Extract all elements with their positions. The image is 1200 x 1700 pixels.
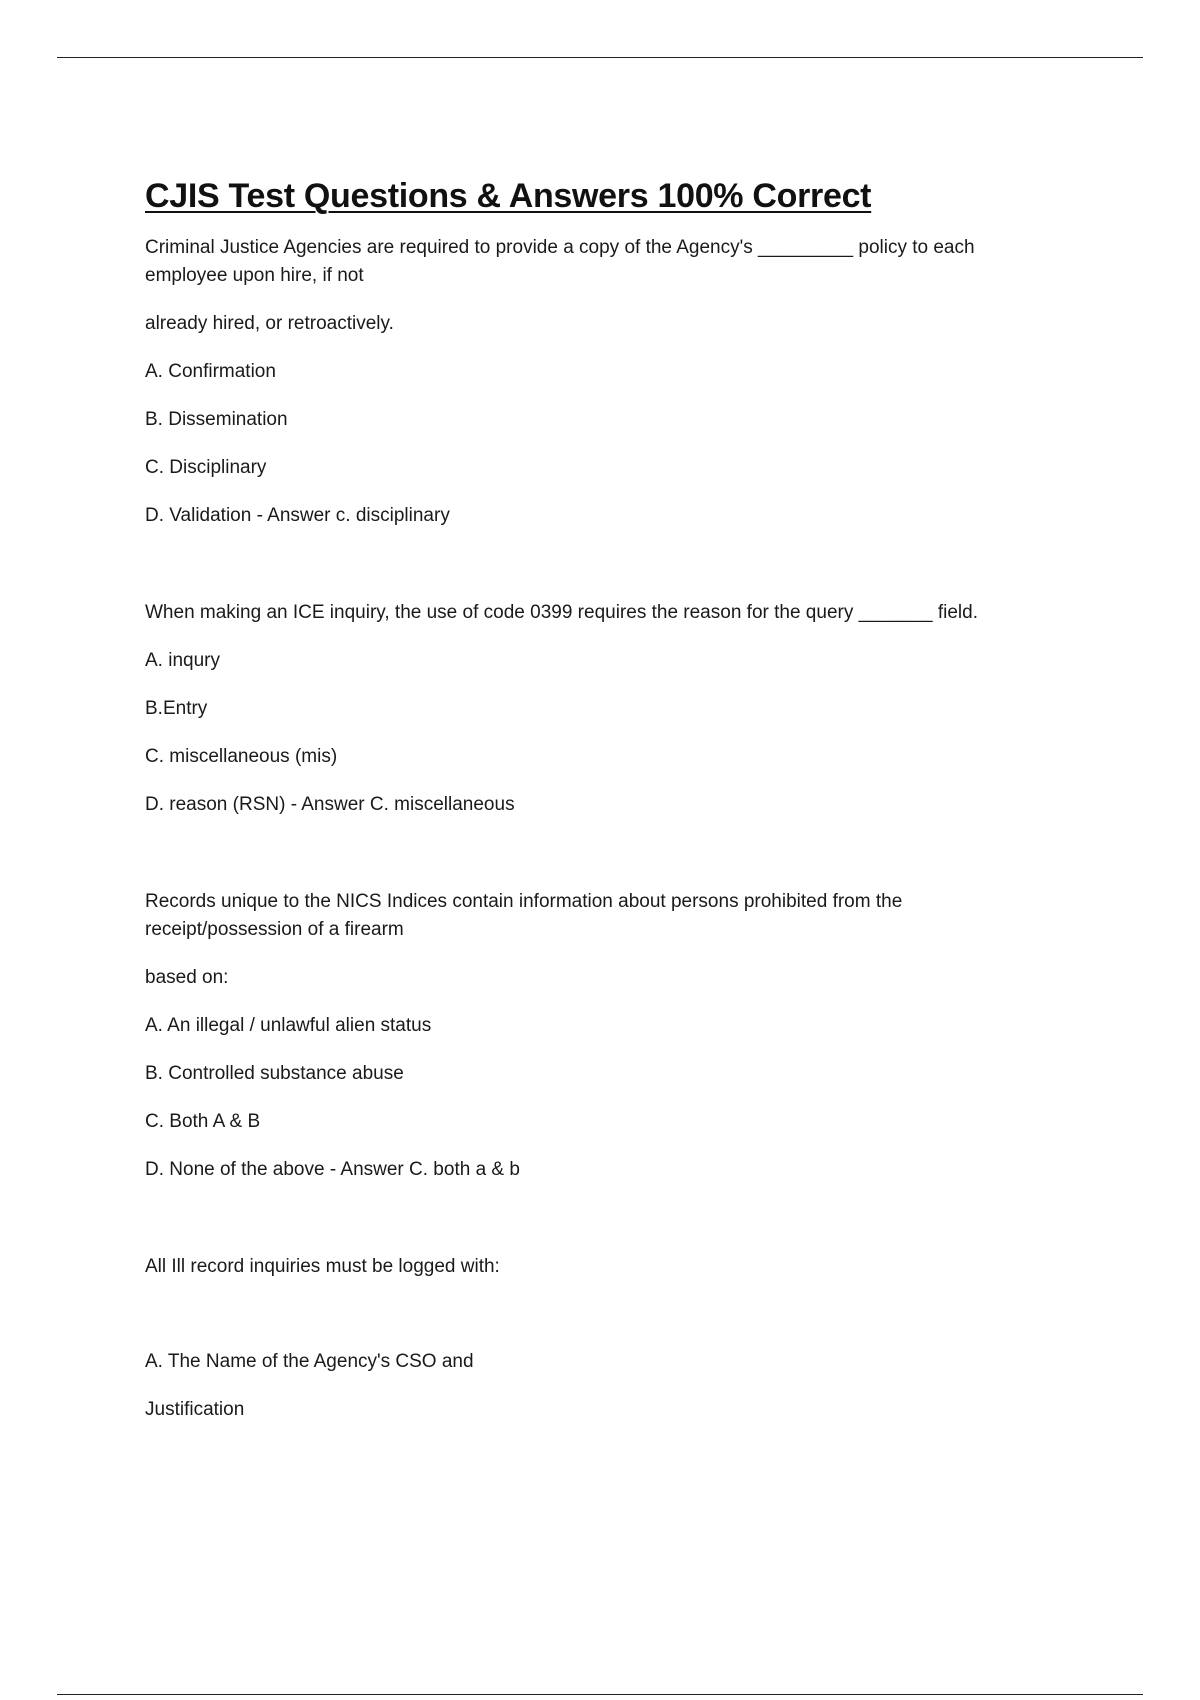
answer-option: A. The Name of the Agency's CSO and [145, 1351, 474, 1372]
document-body [145, 177, 1045, 1424]
question-text: Criminal Justice Agencies are required to provide a copy of the Agency's _________ policy to each employee upon hire, if not [145, 237, 980, 286]
header-rule [57, 57, 1143, 58]
document-title: CJIS Test Questions & Answers 100% Correct [145, 177, 872, 215]
answer-option: A. An illegal / unlawful alien status [145, 1015, 432, 1036]
answer-option: A. inqury [145, 650, 220, 671]
answer-option: D. None of the above - Answer C. both a & b [145, 1159, 520, 1180]
answer-option: D. Validation - Answer c. disciplinary [145, 505, 450, 526]
question-text: All Ill record inquiries must be logged with: [145, 1256, 500, 1277]
question-block [145, 234, 1045, 530]
answer-option: B.Entry [145, 698, 208, 719]
answer-option: C. miscellaneous (mis) [145, 746, 338, 767]
answer-option: B. Dissemination [145, 409, 288, 430]
question-block [145, 1253, 1045, 1424]
question-block [145, 888, 1045, 1184]
question-block [145, 599, 1045, 819]
question-text: When making an ICE inquiry, the use of code 0399 requires the reason for the query _______ field. [145, 602, 978, 623]
answer-option: D. reason (RSN) - Answer C. miscellaneous [145, 794, 515, 815]
answer-option: C. Disciplinary [145, 457, 267, 478]
answer-option-continuation: Justification [145, 1399, 245, 1420]
footer-rule [57, 1694, 1143, 1695]
answer-option: C. Both A & B [145, 1111, 261, 1132]
question-continuation: already hired, or retroactively. [145, 313, 394, 334]
question-continuation: based on: [145, 967, 229, 988]
answer-option: B. Controlled substance abuse [145, 1063, 404, 1084]
question-text: Records unique to the NICS Indices contain information about persons prohibited from the receipt/possession of a firearm [145, 891, 908, 940]
answer-option: A. Confirmation [145, 361, 276, 382]
